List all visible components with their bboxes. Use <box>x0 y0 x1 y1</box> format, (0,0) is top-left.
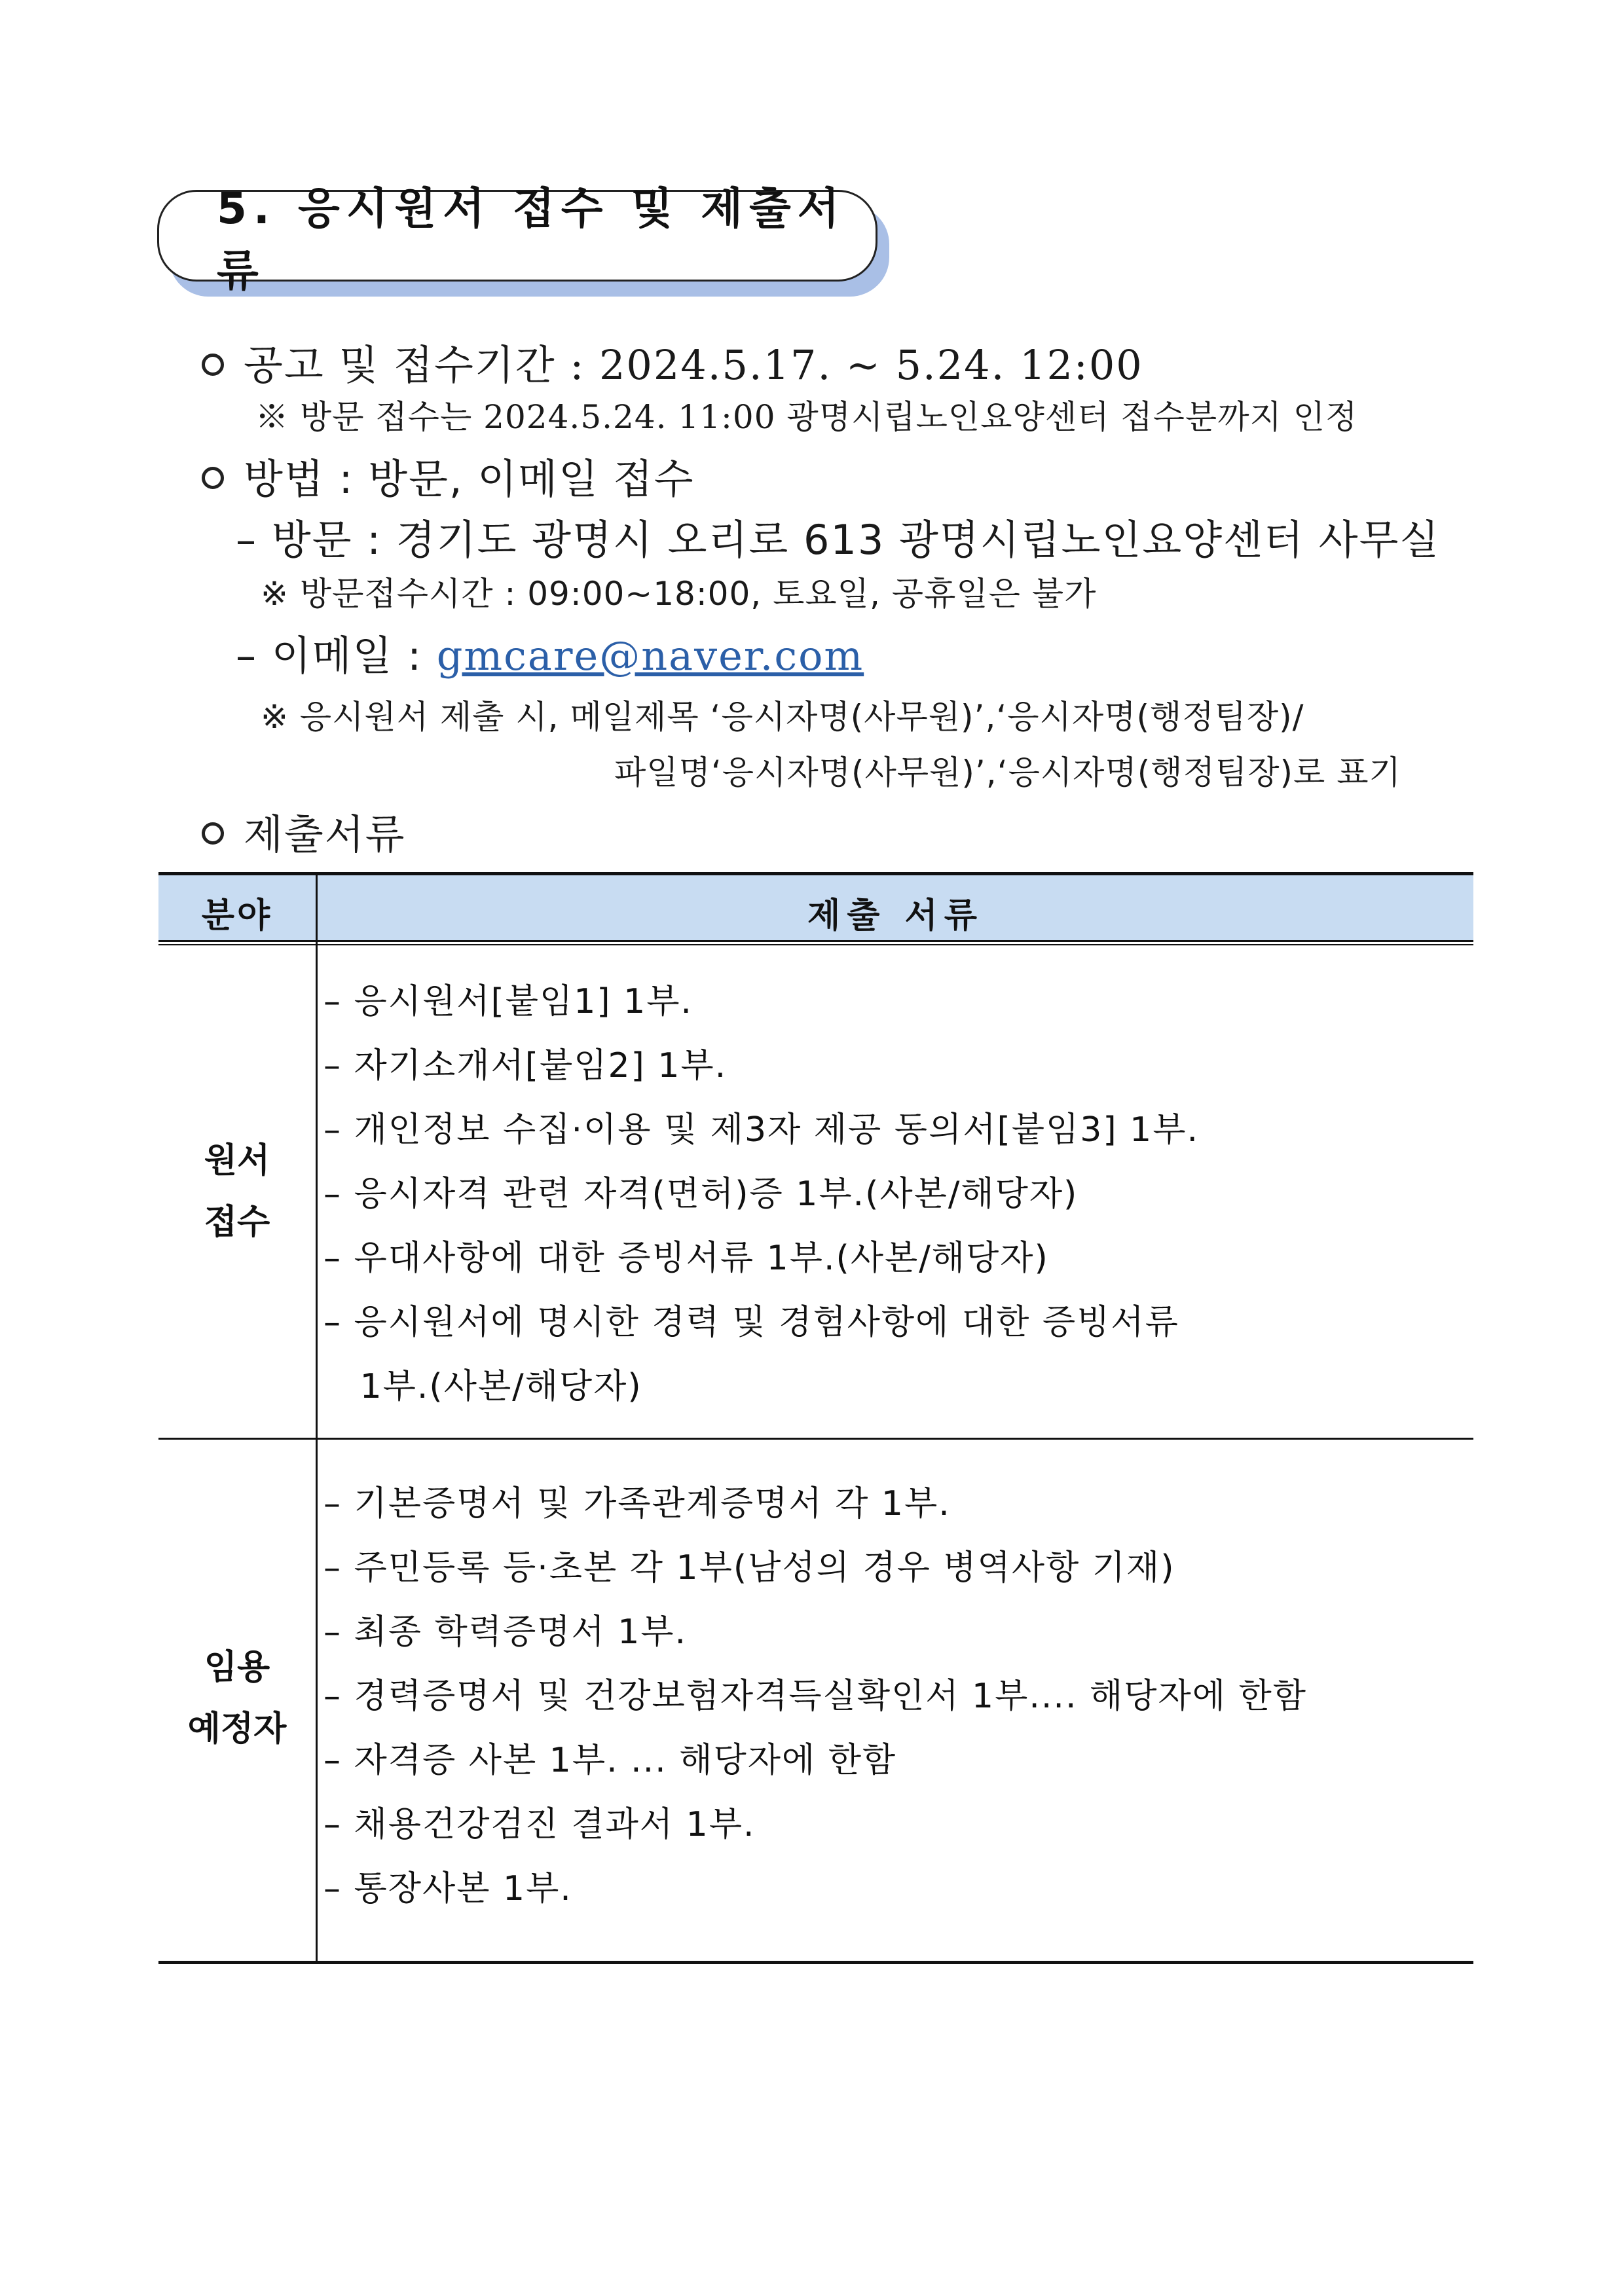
category-line: 예정자 <box>187 1709 287 1749</box>
table-header-rule-double <box>158 944 1473 945</box>
list-item: – 자격증 사본 1부. ... 해당자에 한함 <box>323 1741 897 1780</box>
documents-heading <box>202 802 406 860</box>
visit-note: ※ 방문접수시간 : 09:00~18:00, 토요일, 공휴일은 불가 <box>261 575 1097 613</box>
list-item: – 응시자격 관련 자격(면허)증 1부.(사본/해당자) <box>323 1175 1079 1214</box>
email-line <box>236 623 864 682</box>
list-item: – 개인정보 수집·이용 및 제3자 제공 동의서[붙임3] 1부. <box>323 1110 1199 1150</box>
table-column-divider <box>316 875 318 1961</box>
list-item: – 주민등록 등·초본 각 1부(남성의 경우 병역사항 기재) <box>323 1548 1175 1588</box>
table-header-category: 분야 <box>201 896 273 936</box>
list-item: – 경력증명서 및 건강보험자격득실확인서 1부.... 해당자에 한함 <box>323 1677 1307 1716</box>
circle-bullet-icon <box>202 467 224 489</box>
list-item: – 우대사항에 대한 증빙서류 1부.(사본/해당자) <box>323 1239 1049 1278</box>
list-item: – 최종 학력증명서 1부. <box>323 1613 688 1652</box>
list-item: 1부.(사본/해당자) <box>323 1367 642 1406</box>
table-row-category <box>158 1637 316 1760</box>
list-item: – 기본증명서 및 가족관계증명서 각 1부. <box>323 1484 951 1523</box>
table-row-divider <box>158 1438 1473 1440</box>
table-row-category <box>158 1130 316 1253</box>
email-note-1: ※ 응시원서 제출 시, 메일제목 ‘응시자명(사무원)’,‘응시자명(행정팀장)/ <box>261 698 1304 736</box>
method-heading-text: 방법 : 방문, 이메일 접수 <box>244 455 695 503</box>
table-header-rule <box>158 940 1473 942</box>
table-header-documents: 제출 서류 <box>807 896 984 936</box>
method-heading <box>202 446 694 505</box>
category-line: 접수 <box>204 1203 270 1242</box>
table-bottom-rule <box>158 1961 1473 1964</box>
email-link[interactable]: gmcare@naver.com <box>436 632 864 680</box>
list-item: – 통장사본 1부. <box>323 1869 572 1908</box>
visit-line: – 방문 : 경기도 광명시 오리로 613 광명시립노인요양센터 사무실 <box>236 516 1441 564</box>
documents-heading-text: 제출서류 <box>244 811 406 858</box>
section-title: 5. 응시원서 접수 및 제출서류 <box>217 183 846 296</box>
announcement-note: ※ 방문 접수는 2024.5.24. 11:00 광명시립노인요양센터 접수분까지 인정 <box>255 398 1358 436</box>
email-prefix: – 이메일 : <box>236 632 437 680</box>
announcement-period-text: 공고 및 접수기간 : 2024.5.17. ~ 5.24. 12:00 <box>244 341 1143 389</box>
table-top-rule <box>158 872 1473 875</box>
section-title-box <box>157 183 877 296</box>
list-item: – 자기소개서[붙임2] 1부. <box>323 1046 728 1085</box>
list-item: – 응시원서에 명시한 경력 및 경험사항에 대한 증빙서류 <box>323 1303 1179 1342</box>
circle-bullet-icon <box>202 354 224 376</box>
category-line: 임용 <box>204 1648 270 1687</box>
circle-bullet-icon <box>202 822 224 845</box>
list-item: – 응시원서[붙임1] 1부. <box>323 982 693 1021</box>
announcement-period <box>202 333 1143 391</box>
list-item: – 채용건강검진 결과서 1부. <box>323 1805 756 1844</box>
email-note-2: 파일명‘응시자명(사무원)’,‘응시자명(행정팀장)로 표기 <box>614 754 1401 792</box>
category-line: 원서 <box>204 1141 270 1180</box>
